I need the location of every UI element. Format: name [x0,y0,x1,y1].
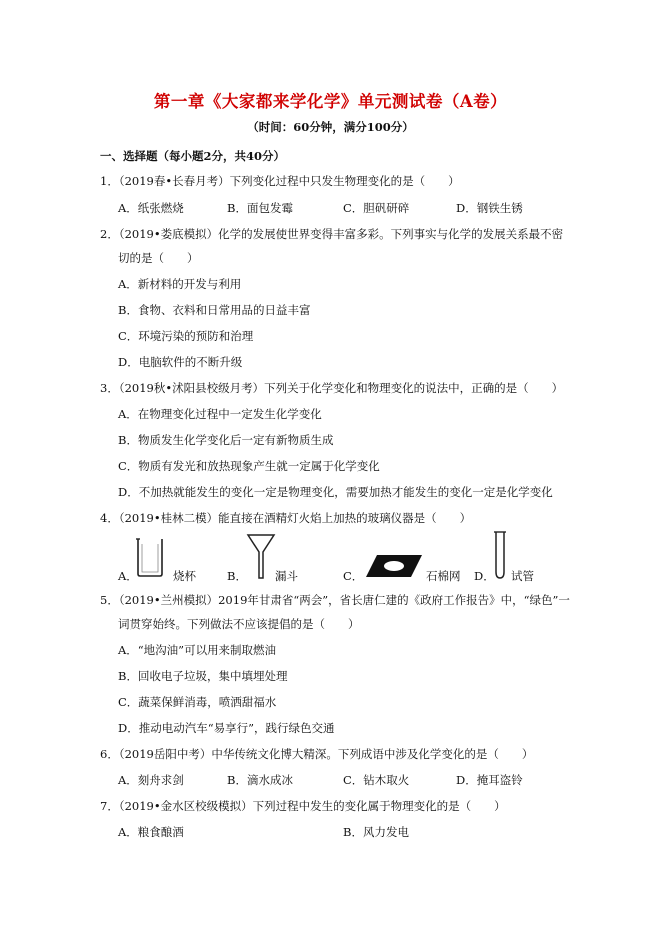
funnel-icon [246,532,276,580]
q4-stem: 4．（2019•桂林二模）能直接在酒精灯火焰上加热的玻璃仪器是（ ） [100,511,472,525]
q5-option-a: A．“地沟油”可以用来制取燃油 [118,643,277,657]
q7-stem: 7．（2019•金水区校级模拟）下列过程中发生的变化属于物理变化的是（ ） [100,799,506,813]
q4-option-a-label: 烧杯 [173,569,196,583]
q1-option-b: B．面包发霉 [227,201,293,215]
q7-option-b: B．风力发电 [343,825,409,839]
q3-stem: 3．（2019秋•沭阳县校级月考）下列关于化学变化和物理变化的说法中，正确的是（ ） [100,381,564,395]
q1-option-d: D．钢铁生锈 [456,201,523,215]
q6-option-c: C．钻木取火 [343,773,410,787]
q7-option-a: A．粮食酿酒 [118,825,184,839]
q4-option-b-prefix: B． [227,569,247,583]
q6-stem: 6．（2019岳阳中考）中华传统文化博大精深。下列成语中涉及化学变化的是（ ） [100,747,534,761]
q2-option-d: D．电脑软件的不断升级 [118,355,243,369]
q4-option-b-label: 漏斗 [275,569,298,583]
page-title: 第一章《大家都来学化学》单元测试卷（A卷） [153,92,508,111]
q2-option-a: A．新材料的开发与利用 [118,277,242,291]
exam-subtitle: （时间：60分钟，满分100分） [247,120,414,134]
q3-option-c: C．物质有发光和放热现象产生就一定属于化学变化 [118,459,380,473]
q6-option-a: A．刻舟求剑 [118,773,184,787]
q2-option-c: C．环境污染的预防和治理 [118,329,254,343]
q5-option-d: D．推动电动汽车“易享行”，践行绿色交通 [118,721,335,735]
q1-option-a: A．纸张燃烧 [118,201,184,215]
q4-option-d-label: 试管 [511,569,534,583]
q1-option-c: C．胆矾研碎 [343,201,410,215]
q5-option-c: C．蔬菜保鲜消毒，喷洒甜福水 [118,695,277,709]
section-heading: 一、选择题（每小题2分，共40分） [100,149,286,163]
q5-option-b: B．回收电子垃圾，集中填埋处理 [118,669,288,683]
q6-option-b: B．滴水成冰 [227,773,293,787]
q6-option-d: D．掩耳盗铃 [456,773,523,787]
q2-stem-line1: 2．（2019•娄底模拟）化学的发展使世界变得丰富多彩。下列事实与化学的发展关系最不密 [100,227,564,241]
q4-option-d-prefix: D． [474,569,495,583]
q2-option-b: B．食物、衣料和日常用品的日益丰富 [118,303,311,317]
beaker-icon [134,536,166,578]
q5-stem-line2: 词贯穿始终。下列做法不应该提倡的是（ ） [118,617,360,631]
q4-option-a-prefix: A． [118,569,138,583]
q4-option-c-label: 石棉网 [426,569,461,583]
q5-stem-line1: 5．（2019•兰州模拟）2019年甘肃省“两会”，省长唐仁建的《政府工作报告》中，“绿色”一 [100,593,570,607]
q2-stem-line2: 切的是（ ） [118,251,199,265]
q3-option-a: A．在物理变化过程中一定发生化学变化 [118,407,322,421]
q4-option-c-prefix: C． [343,569,364,583]
q1-stem: 1．（2019春•长春月考）下列变化过程中只发生物理变化的是（ ） [100,174,460,188]
q3-option-b: B．物质发生化学变化后一定有新物质生成 [118,433,334,447]
q3-option-d: D．不加热就能发生的变化一定是物理变化，需要加热才能发生的变化一定是化学变化 [118,485,553,499]
asbestos-gauze-icon [365,554,423,578]
